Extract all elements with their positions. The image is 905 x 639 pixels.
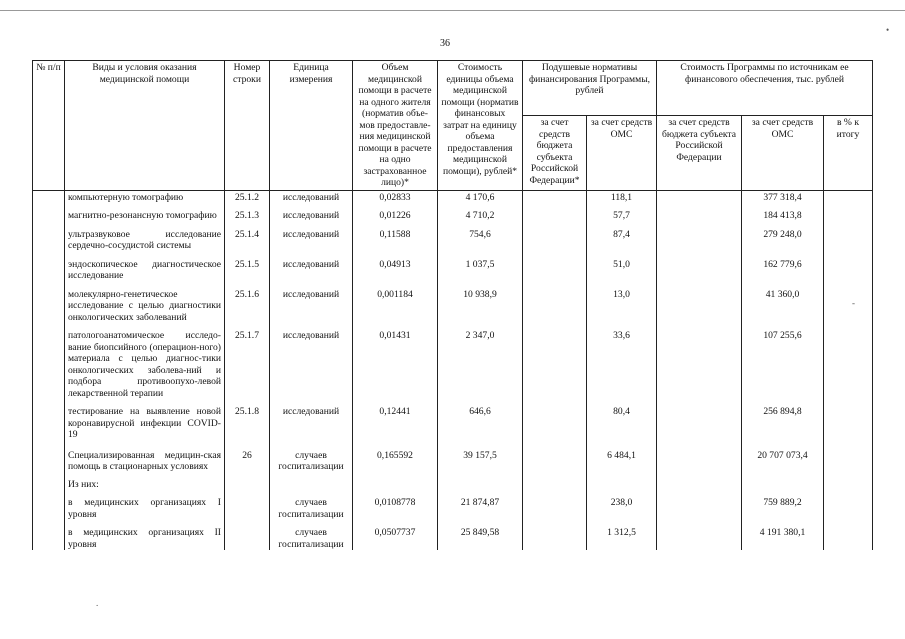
col-header-per-capita-budget: за счет средств бюджета субъекта Российской Федерации* (523, 116, 587, 191)
cell-name: Из них: (65, 473, 225, 491)
cell-num (33, 282, 65, 324)
financing-table (32, 60, 873, 550)
cell-pr-pct (824, 490, 873, 520)
cell-name: ультразвуковое исследование сердечно-сосудистой системы (65, 222, 225, 252)
cell-cost: 646,6 (438, 399, 523, 441)
table-row (33, 203, 873, 222)
cell-pr-oms: 107 255,6 (742, 323, 824, 399)
cell-line (225, 473, 270, 491)
cell-pr-pct (824, 203, 873, 222)
cell-pr-budget (657, 282, 742, 324)
cell-line: 25.1.2 (225, 190, 270, 203)
cell-unit: исследований (270, 399, 353, 441)
table-row (33, 282, 873, 324)
cell-unit: исследований (270, 222, 353, 252)
cell-line: 25.1.8 (225, 399, 270, 441)
cell-pr-budget (657, 252, 742, 282)
cell-pr-oms: 20 707 073,4 (742, 441, 824, 473)
cell-pr-budget (657, 490, 742, 520)
col-header-program-pct: в % к итогу (824, 116, 873, 191)
cell-unit: случаев госпитализации (270, 520, 353, 550)
cell-cost: 2 347,0 (438, 323, 523, 399)
cell-volume: 0,04913 (353, 252, 438, 282)
col-header-program-budget: за счет средств бюджета субъекта Российской Федерации (657, 116, 742, 191)
cell-line: 25.1.7 (225, 323, 270, 399)
page-number: 36 (440, 38, 450, 49)
cell-pr-budget (657, 399, 742, 441)
cell-pr-oms: 279 248,0 (742, 222, 824, 252)
cell-volume: 0,001184 (353, 282, 438, 324)
cell-pr-budget (657, 190, 742, 203)
cell-pc-oms: 118,1 (587, 190, 657, 203)
cell-pr-budget (657, 473, 742, 491)
cell-line: 25.1.3 (225, 203, 270, 222)
cell-pr-oms: 759 889,2 (742, 490, 824, 520)
cell-num (33, 222, 65, 252)
table-row (33, 399, 873, 441)
cell-pr-oms: 184 413,8 (742, 203, 824, 222)
cell-cost: 10 938,9 (438, 282, 523, 324)
table-body (33, 190, 873, 550)
cell-pc-oms: 6 484,1 (587, 441, 657, 473)
cell-pc-budget (523, 323, 587, 399)
table-row (33, 490, 873, 520)
cell-pr-budget (657, 520, 742, 550)
table-row (33, 473, 873, 491)
cell-pr-oms: 4 191 380,1 (742, 520, 824, 550)
cell-unit (270, 473, 353, 491)
cell-name: магнитно-резонансную томографию (65, 203, 225, 222)
cell-line: 25.1.5 (225, 252, 270, 282)
cell-pr-oms: 41 360,0 (742, 282, 824, 324)
cell-unit: случаев госпитализации (270, 441, 353, 473)
cell-pc-oms: 51,0 (587, 252, 657, 282)
cell-name: Специализированная медицин-ская помощь в стационарных условиях (65, 441, 225, 473)
table-row (33, 441, 873, 473)
cell-line: 25.1.4 (225, 222, 270, 252)
cell-pc-budget (523, 490, 587, 520)
cell-unit: случаев госпитализации (270, 490, 353, 520)
cell-pr-oms: 377 318,4 (742, 190, 824, 203)
col-header-per-capita-oms: за счет средств ОМС (587, 116, 657, 191)
cell-cost: 754,6 (438, 222, 523, 252)
cell-unit: исследований (270, 323, 353, 399)
cell-volume: 0,01431 (353, 323, 438, 399)
cell-pr-budget (657, 323, 742, 399)
table-row (33, 323, 873, 399)
cell-pc-budget (523, 473, 587, 491)
cell-num (33, 490, 65, 520)
col-header-program-oms: за счет средств ОМС (742, 116, 824, 191)
cell-pc-budget (523, 520, 587, 550)
cell-num (33, 399, 65, 441)
cell-unit: исследований (270, 282, 353, 324)
col-header-per-capita: Подушевые нормативы финансирования Программы, рублей (523, 61, 657, 116)
cell-volume: 0,11588 (353, 222, 438, 252)
col-header-cost: Стоимость единицы объема медицинской помощи (норматив финансовых затрат на единицу объема предоставления медицинской помощи), рублей* (438, 61, 523, 191)
cell-volume: 0,0108778 (353, 490, 438, 520)
cell-line (225, 520, 270, 550)
cell-name: компьютерную томографию (65, 190, 225, 203)
cell-name: патологоанатомическое исследо-вание биопсийного (операцион-ного) материала с целью диагнос-тики онкологических заболева-ний и подбора противоопухо-левой лекарственной терапии (65, 323, 225, 399)
cell-pc-oms: 80,4 (587, 399, 657, 441)
cell-pc-oms: 13,0 (587, 282, 657, 324)
scan-mark: • (886, 25, 890, 35)
cell-pr-pct (824, 323, 873, 399)
cell-num (33, 473, 65, 491)
cell-pc-budget (523, 190, 587, 203)
cell-pr-budget (657, 203, 742, 222)
cell-pc-budget (523, 399, 587, 441)
cell-line: 25.1.6 (225, 282, 270, 324)
table-row (33, 190, 873, 203)
cell-pc-oms: 57,7 (587, 203, 657, 222)
cell-pr-pct (824, 252, 873, 282)
cell-pr-pct (824, 282, 873, 324)
cell-pr-pct (824, 222, 873, 252)
cell-num (33, 323, 65, 399)
cell-pr-budget (657, 222, 742, 252)
cell-pc-budget (523, 203, 587, 222)
cell-pr-pct (824, 190, 873, 203)
cell-num (33, 252, 65, 282)
cell-volume: 0,01226 (353, 203, 438, 222)
cell-cost: 25 849,58 (438, 520, 523, 550)
cell-volume: 0,02833 (353, 190, 438, 203)
cell-pc-budget (523, 282, 587, 324)
cell-pc-oms: 33,6 (587, 323, 657, 399)
cell-volume (353, 473, 438, 491)
col-header-line: Номер строки (225, 61, 270, 191)
cell-volume: 0,12441 (353, 399, 438, 441)
cell-cost: 4 710,2 (438, 203, 523, 222)
page-top-rule (0, 10, 905, 11)
table-row (33, 252, 873, 282)
cell-volume: 0,165592 (353, 441, 438, 473)
cell-unit: исследований (270, 252, 353, 282)
cell-name: эндоскопическое диагностическое исследование (65, 252, 225, 282)
cell-cost (438, 473, 523, 491)
cell-volume: 0,0507737 (353, 520, 438, 550)
table-row (33, 222, 873, 252)
cell-num (33, 203, 65, 222)
cell-pc-oms: 87,4 (587, 222, 657, 252)
cell-unit: исследований (270, 203, 353, 222)
scan-mark: . (96, 598, 99, 608)
cell-line: 26 (225, 441, 270, 473)
col-header-unit: Единица измерения (270, 61, 353, 191)
cell-cost: 4 170,6 (438, 190, 523, 203)
cell-num (33, 190, 65, 203)
cell-unit: исследований (270, 190, 353, 203)
cell-cost: 39 157,5 (438, 441, 523, 473)
cell-num (33, 520, 65, 550)
cell-pc-budget (523, 222, 587, 252)
table-row (33, 520, 873, 550)
scan-mark: - (852, 298, 855, 308)
cell-pr-oms: 256 894,8 (742, 399, 824, 441)
cell-name: молекулярно-генетическое исследование с целью диагностики онкологических заболеваний (65, 282, 225, 324)
cell-cost: 1 037,5 (438, 252, 523, 282)
col-header-volume: Объем медицинской помощи в расчете на одного жителя (норматив объе-мов предоставле-ния медицинской помощи в расчете на одно застрахованное лицо)* (353, 61, 438, 191)
col-header-program-cost: Стоимость Программы по источникам ее финансового обеспечения, тыс. рублей (657, 61, 873, 116)
cell-cost: 21 874,87 (438, 490, 523, 520)
cell-pr-pct (824, 399, 873, 441)
cell-name: в медицинских организациях I уровня (65, 490, 225, 520)
cell-pr-budget (657, 441, 742, 473)
cell-name: в медицинских организациях II уровня (65, 520, 225, 550)
cell-pr-oms: 162 779,6 (742, 252, 824, 282)
cell-pc-oms (587, 473, 657, 491)
cell-pr-pct (824, 520, 873, 550)
col-header-name: Виды и условия оказания медицинской помощи (65, 61, 225, 191)
cell-pr-pct (824, 441, 873, 473)
cell-line (225, 490, 270, 520)
cell-pc-budget (523, 441, 587, 473)
header-row (33, 61, 873, 116)
cell-name: тестирование на выявление новой коронавирусной инфекции COVID-19 (65, 399, 225, 441)
cell-pc-oms: 1 312,5 (587, 520, 657, 550)
cell-pr-oms (742, 473, 824, 491)
cell-pr-pct (824, 473, 873, 491)
col-header-num: № п/п (33, 61, 65, 191)
cell-pc-oms: 238,0 (587, 490, 657, 520)
cell-pc-budget (523, 252, 587, 282)
cell-num (33, 441, 65, 473)
